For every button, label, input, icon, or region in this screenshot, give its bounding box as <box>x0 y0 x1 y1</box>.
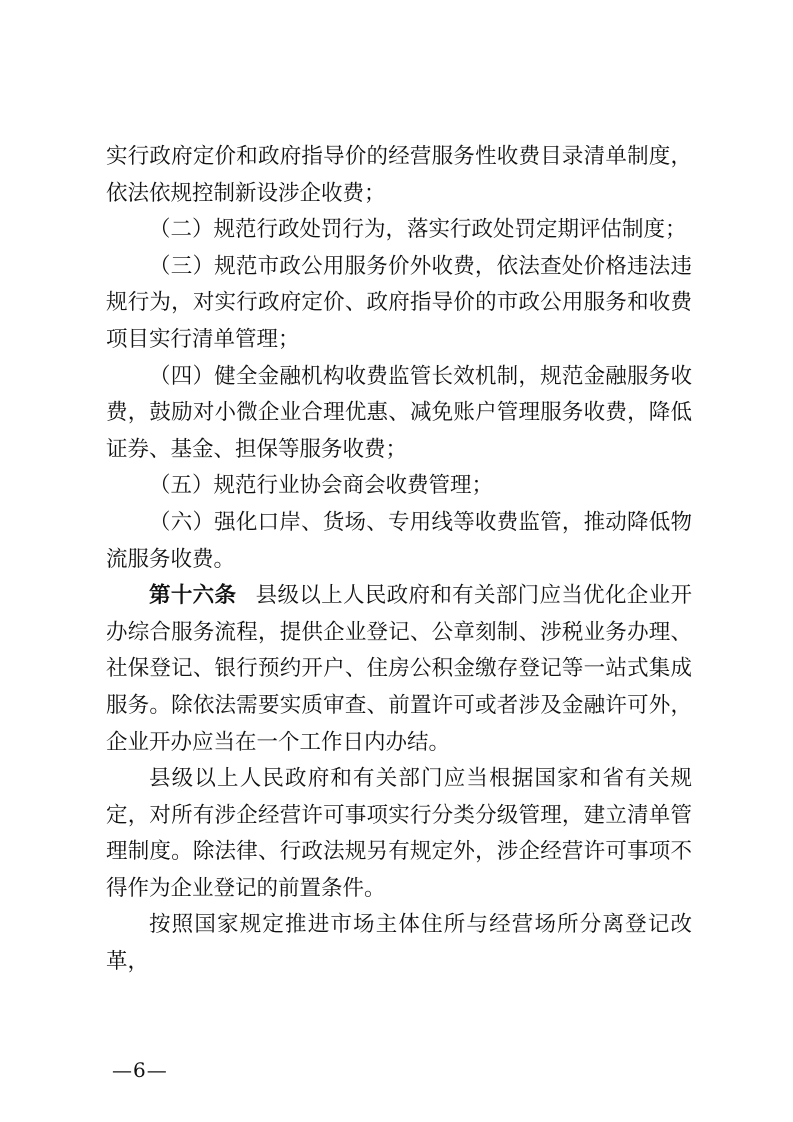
paragraph-item-2: （二）规范行政处罚行为，落实行政处罚定期评估制度； <box>149 217 687 243</box>
article-number: 第十六条 <box>149 583 237 609</box>
paragraph-item-3: （三）规范市政公用服务价外收费，依法查处价格违法违规行为，对实行政府定价、政府指导价的市政公用服务和收费项目实行清单管理； <box>106 253 692 352</box>
article-16-paragraph <box>106 578 692 761</box>
paragraph-item-4: （四）健全金融机构收费监管长效机制，规范金融服务收费，鼓励对小微企业合理优惠、减免账户管理服务收费，降低证券、基金、担保等服务收费； <box>106 363 692 462</box>
body-text <box>106 139 692 981</box>
page-number: —6— <box>112 1058 168 1082</box>
paragraph-item-5: （五）规范行业协会商会收费管理； <box>149 473 494 499</box>
paragraph-continued: 实行政府定价和政府指导价的经营服务性收费目录清单制度，依法依规控制新设涉企收费； <box>106 144 692 206</box>
article-16-text: 县级以上人民政府和有关部门应当优化企业开办综合服务流程，提供企业登记、公章刻制、涉税业务办理、社保登记、银行预约开户、住房公积金缴存登记等一站式集成服务。除依法需要实质审查、前置许可或者涉及金融许可外，企业开办应当在一个工作日内办结。 <box>106 583 692 755</box>
paragraph-licensing: 县级以上人民政府和有关部门应当根据国家和省有关规定，对所有涉企经营许可事项实行分类分级管理，建立清单管理制度。除法律、行政法规另有规定外，涉企经营许可事项不得作为企业登记的前置条件。 <box>106 766 692 901</box>
paragraph-registration-reform: 按照国家规定推进市场主体住所与经营场所分离登记改革， <box>106 912 692 975</box>
paragraph-item-6: （六）强化口岸、货场、专用线等收费监管，推动降低物流服务收费。 <box>106 509 692 572</box>
